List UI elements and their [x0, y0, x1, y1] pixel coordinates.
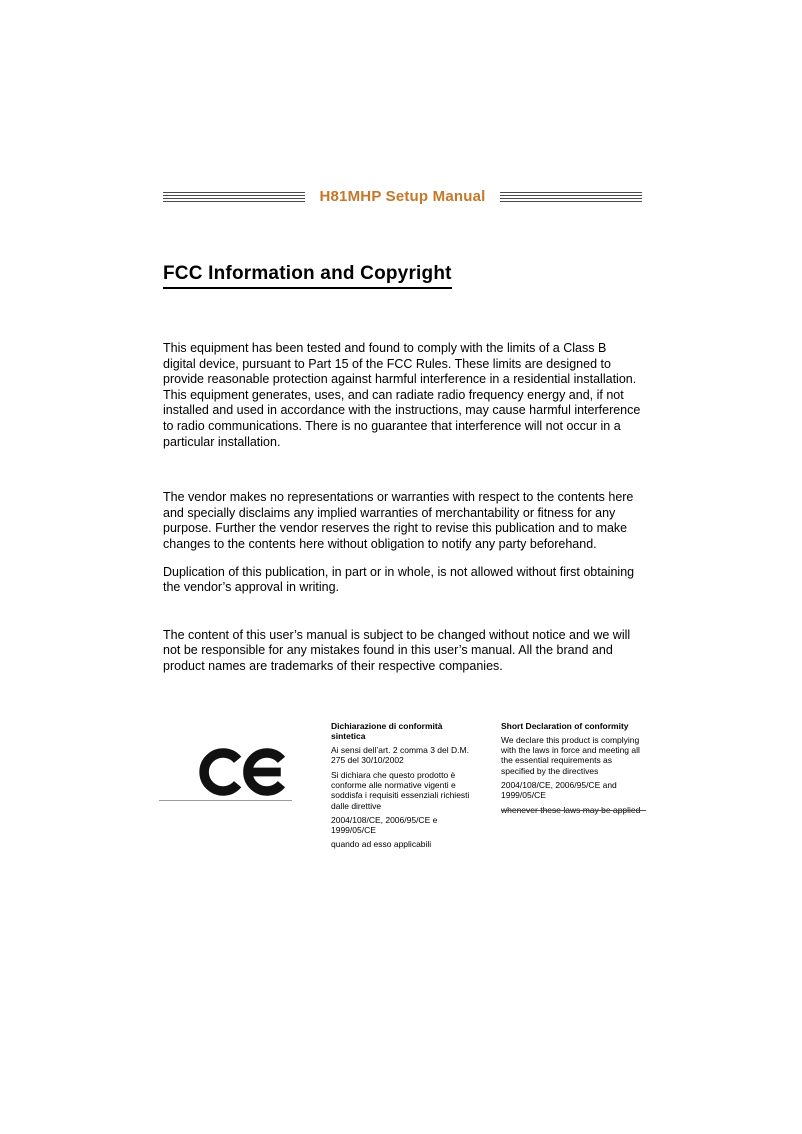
paragraph-content-notice: The content of this user’s manual is subject to be changed without notice and we will not be responsible for any mistakes found in this user’s manual. All the brand and product names are trademarks of their respective companies. — [163, 627, 631, 673]
declaration-italian-column — [331, 721, 475, 854]
declaration-italian-heading: Dichiarazione di conformità sintetica — [331, 720, 443, 741]
header-rule-right — [500, 192, 642, 202]
declaration-english-line: We declare this product is complying with the laws in force and meeting all the essential requirements as specified by the directives — [501, 734, 640, 776]
ce-baseline-rule — [159, 800, 292, 801]
paragraph-duplication: Duplication of this publication, in part or in whole, is not allowed without first obtaining the vendor’s approval in writing. — [163, 564, 635, 595]
declaration-struck-text: whenever these laws may be applied — [501, 804, 641, 815]
strikethrough-rule — [501, 810, 646, 811]
declaration-italian-line: quando ad esso applicabili — [331, 839, 432, 850]
header-rule-left — [163, 192, 305, 202]
paragraph-warranty-disclaimer: The vendor makes no representations or warranties with respect to the contents here and specially disclaims any implied warranties of merchantability or fitness for any purpose. Further the vendor reserves the right to revise this publication and to make changes to the contents here without obligation to notify any party beforehand. — [163, 490, 634, 551]
section-title-text: FCC Information and Copyright — [163, 263, 452, 289]
declaration-italian-line: 2004/108/CE, 2006/95/CE e 1999/05/CE — [331, 814, 438, 836]
ce-logo-column — [163, 721, 331, 816]
page-content — [163, 0, 642, 854]
manual-title: H81MHP Setup Manual — [319, 188, 486, 205]
ce-mark-icon — [199, 745, 291, 799]
ce-declaration-section — [163, 721, 642, 854]
declaration-english-heading: Short Declaration of conformity — [501, 720, 629, 731]
declaration-italian-line: Si dichiara che questo prodotto è conforme alle normative vigenti e soddisfa i requisiti essenziali richiesti dalle direttive — [331, 769, 470, 811]
paragraph-fcc-statement: This equipment has been tested and found to comply with the limits of a Class B digital device, pursuant to Part 15 of the FCC Rules. These limits are designed to provide reasonable protection against harmful interference in a residential installation. This equipment generates, uses, and can radiate radio frequency energy and, if not installed and used in accordance with the instructions, may cause harmful interference to radio communications. There is no guarantee that interference will not occur in a particular installation. — [163, 341, 641, 449]
running-header — [163, 188, 642, 205]
section-title — [163, 263, 642, 289]
declaration-english-column — [501, 721, 642, 819]
declaration-italian-line: Ai sensi dell’art. 2 comma 3 del D.M. 275 del 30/10/2002 — [331, 745, 469, 766]
declaration-struck-line — [501, 805, 642, 815]
declaration-english-line: 2004/108/CE, 2006/95/CE and 1999/05/CE — [501, 779, 617, 801]
